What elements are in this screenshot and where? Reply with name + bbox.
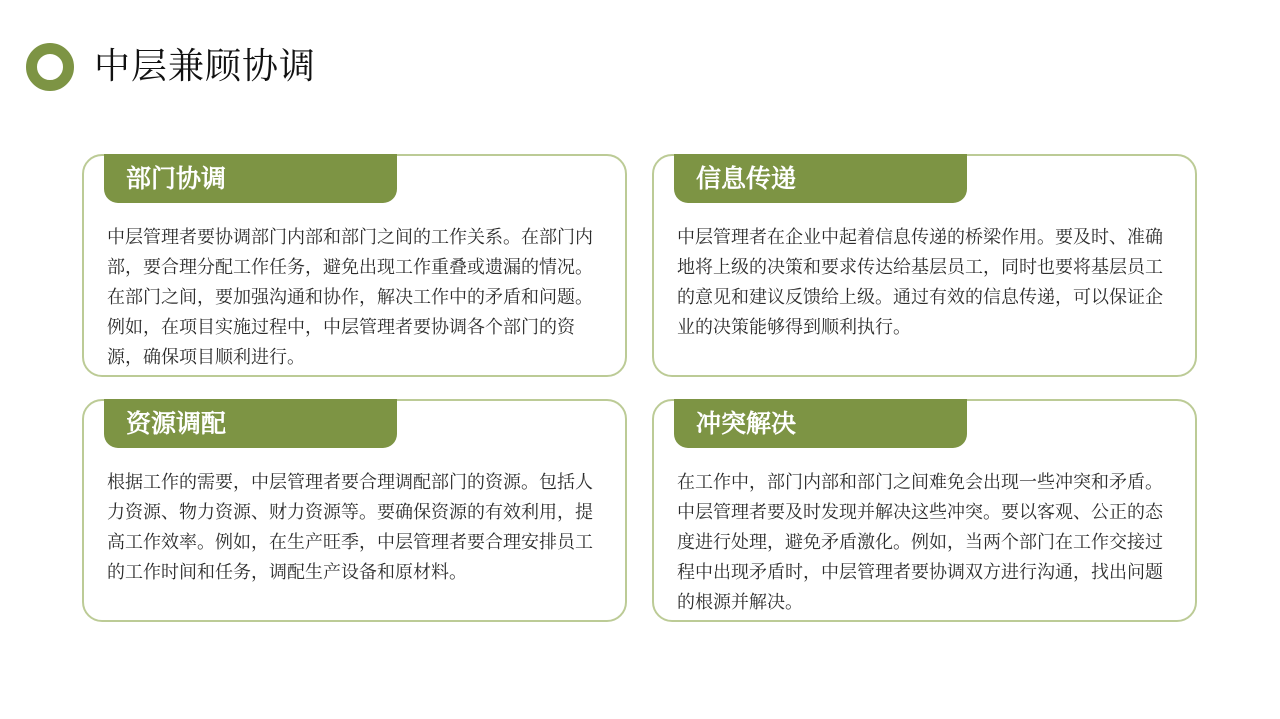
card-information-transfer [652,154,1197,377]
card-heading: 冲突解决 [674,399,967,448]
card-body-text: 中层管理者在企业中起着信息传递的桥梁作用。要及时、准确地将上级的决策和要求传达给基层员工，同时也要将基层员工的意见和建议反馈给上级。通过有效的信息传递，可以保证企业的决策能够得到顺利执行。 [677,227,1163,338]
card-department-coordination [82,154,627,377]
card-resource-allocation [82,399,627,622]
card-conflict-resolution [652,399,1197,622]
card-heading: 资源调配 [104,399,397,448]
card-body-text: 根据工作的需要，中层管理者要合理调配部门的资源。包括人力资源、物力资源、财力资源等。要确保资源的有效利用，提高工作效率。例如，在生产旺季，中层管理者要合理安排员工的工作时间和任务，调配生产设备和原材料。 [107,472,593,583]
title-ring-icon [26,43,74,91]
card-heading: 信息传递 [674,154,967,203]
card-body-text: 中层管理者要协调部门内部和部门之间的工作关系。在部门内部，要合理分配工作任务，避免出现工作重叠或遗漏的情况。在部门之间，要加强沟通和协作，解决工作中的矛盾和问题。例如，在项目实施过程中，中层管理者要协调各个部门的资源，确保项目顺利进行。 [107,227,593,368]
page-title: 中层兼顾协调 [94,46,317,87]
card-body-text: 在工作中，部门内部和部门之间难免会出现一些冲突和矛盾。中层管理者要及时发现并解决这些冲突。要以客观、公正的态度进行处理，避免矛盾激化。例如，当两个部门在工作交接过程中出现矛盾时，中层管理者要协调双方进行沟通，找出问题的根源并解决。 [677,472,1163,613]
card-heading: 部门协调 [104,154,397,203]
